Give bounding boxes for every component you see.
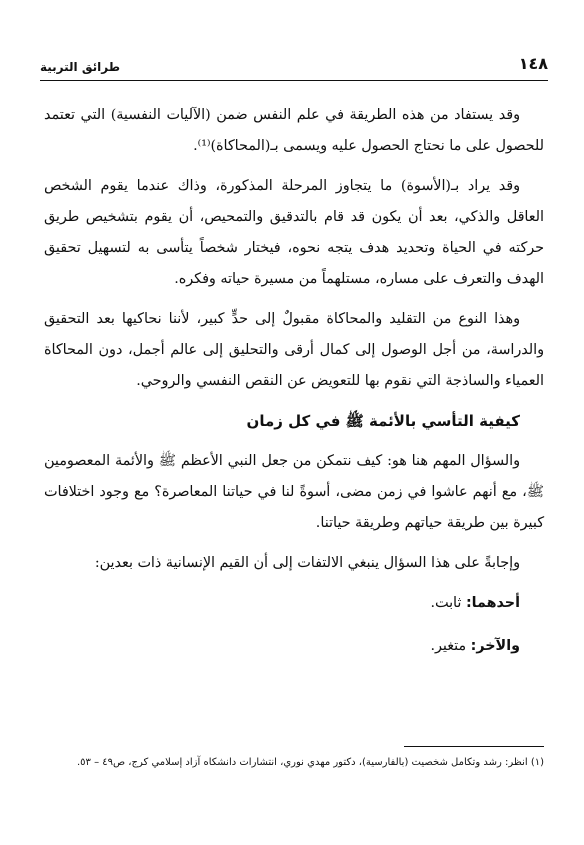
main-text bbox=[44, 100, 544, 674]
list-item bbox=[44, 588, 544, 619]
page-header bbox=[40, 52, 548, 81]
item-text: ثابت. bbox=[430, 595, 466, 611]
item-label: والآخر: bbox=[470, 638, 520, 654]
paragraph: وقد يراد بـ(الأسوة) ما يتجاوز المرحلة المذكورة، وذاك عندما يقوم الشخص العاقل والذكي، بعد أن يكون قد قام بالتدقيق والتمحيص، أن يقوم بتشخيص طريق حركته في الحياة وتحديد هدف يتجه نحوه، فيختار شخصاً يتأسى به لتسهيل تحقيق الهدف والتعرف على مساره، مستلهماً من مسيرة حياته وفكره. bbox=[44, 178, 544, 287]
paragraph: وهذا النوع من التقليد والمحاكاة مقبولٌ إلى حدٍّ كبير، لأننا نحاكيها بعد التحقيق والدراسة، من أجل الوصول إلى كمال أرقى والتحليق إلى عالم أجمل، دون المحاكاة العمياء والساذجة التي نقوم بها للتعويض عن النقص النفسي والروحي. bbox=[44, 311, 544, 389]
paragraph: وقد يستفاد من هذه الطريقة في علم النفس ضمن (الآليات النفسية) التي تعتمد للحصول على ما نحتاج الحصول عليه ويسمى بـ(المحاكاة)⁽¹⁾. bbox=[44, 107, 544, 154]
item-text: متغير. bbox=[430, 638, 471, 654]
list-item bbox=[44, 631, 544, 662]
section-heading: كيفية التأسي بالأئمة ﷺ في كل زمان bbox=[246, 412, 520, 430]
item-label: أحدهما: bbox=[465, 595, 520, 611]
page-number: ١٤٨ bbox=[518, 54, 548, 73]
paragraph: والسؤال المهم هنا هو: كيف نتمكن من جعل النبي الأعظم ﷺ والأئمة المعصومين ﷺ، مع أنهم عاشوا في زمن مضى، أسوةً لنا في حياتنا المعاصرة؟ مع وجود اختلافات كبيرة بين طريقة حياتهم وطريقة حياتنا. bbox=[44, 453, 544, 531]
footnote-divider bbox=[404, 746, 544, 747]
paragraph: وإجابةً على هذا السؤال ينبغي الالتفات إلى أن القيم الإنسانية ذات بعدين: bbox=[94, 555, 520, 571]
footnote: (١) انظر: رشد وتكامل شخصيت (بالفارسية)، دكتور مهدي نوري، انتشارات دانشكاه آزاد إسلامي كرج، ص٤٩ – ٥٣. bbox=[76, 757, 544, 768]
running-title: طرائق التربية bbox=[40, 60, 121, 74]
